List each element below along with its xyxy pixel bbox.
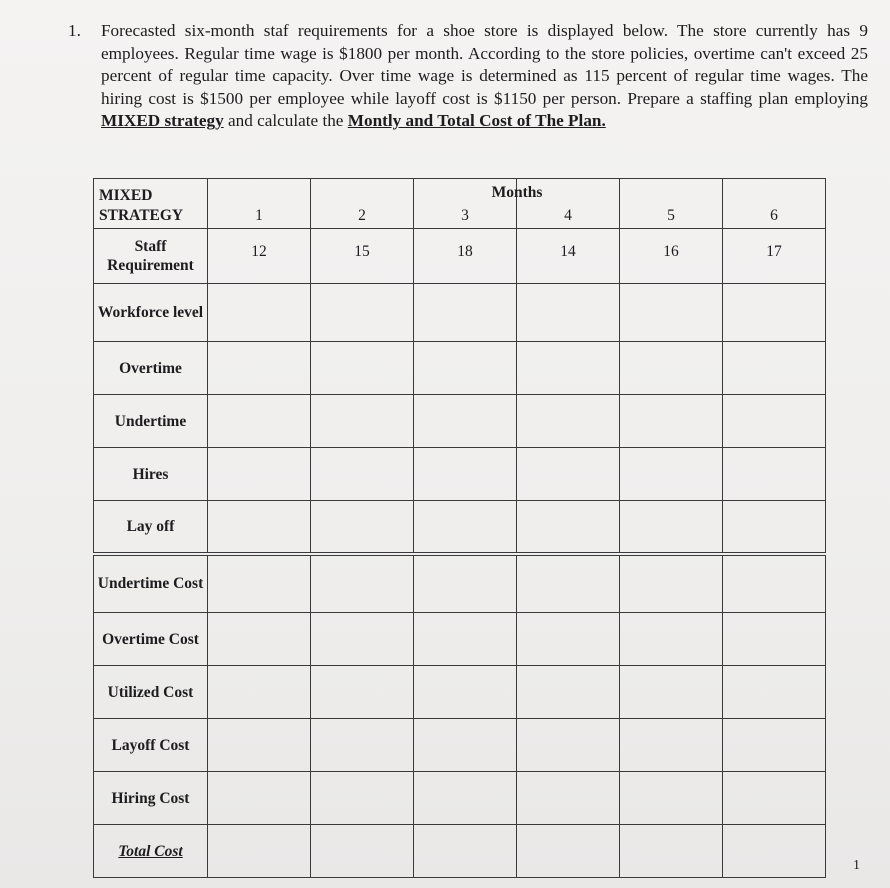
staff-req-cell: 12: [208, 229, 311, 284]
entry-cell[interactable]: [414, 613, 517, 666]
entry-cell[interactable]: [208, 666, 311, 719]
entry-cell[interactable]: [414, 284, 517, 342]
entry-cell[interactable]: [723, 613, 826, 666]
entry-cell[interactable]: [723, 395, 826, 448]
entry-cell[interactable]: [311, 666, 414, 719]
question-text-part2: and calculate the: [223, 111, 348, 130]
month-header-3: 3: [414, 179, 517, 229]
entry-cell[interactable]: [414, 719, 517, 772]
entry-cell[interactable]: [208, 501, 311, 554]
month-header-6: 6: [723, 179, 826, 229]
entry-cell[interactable]: [311, 448, 414, 501]
entry-cell[interactable]: [517, 613, 620, 666]
staff-requirement-label: Staff Requirement: [94, 229, 208, 284]
utilized-cost-row: [94, 666, 826, 719]
entry-cell[interactable]: [723, 448, 826, 501]
question-number: 1.: [68, 21, 81, 40]
strategy-label: MIXED STRATEGY: [94, 179, 208, 229]
monthly-total-cost-emphasis: Montly and Total Cost of The Plan.: [347, 111, 606, 130]
utilized-cost-label: Utilized Cost: [94, 666, 208, 719]
entry-cell[interactable]: [620, 284, 723, 342]
hires-label: Hires: [94, 448, 208, 501]
undertime-row: [94, 395, 826, 448]
entry-cell[interactable]: [723, 825, 826, 878]
total-cost-row: [94, 825, 826, 878]
mixed-strategy-emphasis: MIXED strategy: [101, 111, 224, 130]
staffing-plan-table-wrapper: [93, 178, 826, 878]
entry-cell[interactable]: [414, 342, 517, 395]
question-text: [101, 20, 868, 133]
hiring-cost-row: [94, 772, 826, 825]
entry-cell[interactable]: [208, 342, 311, 395]
staff-req-cell: 14: [517, 229, 620, 284]
entry-cell[interactable]: [620, 666, 723, 719]
entry-cell[interactable]: [311, 772, 414, 825]
staffing-plan-table: [93, 178, 826, 878]
entry-cell[interactable]: [311, 284, 414, 342]
entry-cell[interactable]: [620, 448, 723, 501]
entry-cell[interactable]: [517, 666, 620, 719]
entry-cell[interactable]: [414, 448, 517, 501]
entry-cell[interactable]: [208, 448, 311, 501]
layoff-row: [94, 501, 826, 554]
entry-cell[interactable]: [723, 501, 826, 554]
entry-cell[interactable]: [208, 772, 311, 825]
total-cost-label: Total Cost: [118, 842, 183, 860]
layoff-label: Lay off: [94, 501, 208, 554]
question-text-part1: Forecasted six-month staf requirements for a shoe store is displayed below. The store currently has 9 employees. Regular time wage is $1800 per month. According to the store policies, overtime can't exceed 25 percent of regular time capacity. Over time wage is determined as 115 percent of regular time wages. The hiring cost is $1500 per employee while layoff cost is $1150 per person. Prepare a staffing plan employing: [101, 21, 868, 108]
entry-cell[interactable]: [311, 554, 414, 613]
entry-cell[interactable]: [517, 554, 620, 613]
entry-cell[interactable]: [517, 448, 620, 501]
entry-cell[interactable]: [311, 501, 414, 554]
month-header-1: 1: [208, 179, 311, 229]
overtime-row: [94, 342, 826, 395]
header-row: [94, 179, 826, 229]
entry-cell[interactable]: [723, 342, 826, 395]
entry-cell[interactable]: [723, 554, 826, 613]
undertime-cost-row: [94, 554, 826, 613]
staff-req-cell: 15: [311, 229, 414, 284]
entry-cell[interactable]: [517, 395, 620, 448]
entry-cell[interactable]: [208, 395, 311, 448]
entry-cell[interactable]: [723, 719, 826, 772]
entry-cell[interactable]: [620, 825, 723, 878]
entry-cell[interactable]: [311, 613, 414, 666]
entry-cell[interactable]: [517, 501, 620, 554]
entry-cell[interactable]: [517, 825, 620, 878]
month-header-2: 2: [311, 179, 414, 229]
entry-cell[interactable]: [723, 666, 826, 719]
entry-cell[interactable]: [517, 719, 620, 772]
hires-row: [94, 448, 826, 501]
staff-req-cell: 16: [620, 229, 723, 284]
layoff-cost-row: [94, 719, 826, 772]
entry-cell[interactable]: [620, 772, 723, 825]
staff-requirement-row: [94, 229, 826, 284]
entry-cell[interactable]: [208, 825, 311, 878]
hiring-cost-label: Hiring Cost: [94, 772, 208, 825]
entry-cell[interactable]: [414, 395, 517, 448]
entry-cell[interactable]: [517, 342, 620, 395]
entry-cell[interactable]: [620, 719, 723, 772]
page-number: 1: [853, 858, 860, 873]
total-cost-label-cell: [94, 825, 208, 878]
workforce-level-label: Workforce level: [94, 284, 208, 342]
entry-cell[interactable]: [311, 342, 414, 395]
entry-cell[interactable]: [311, 395, 414, 448]
month-header-4: Months 4: [517, 179, 620, 229]
entry-cell[interactable]: [620, 613, 723, 666]
overtime-cost-row: [94, 613, 826, 666]
entry-cell[interactable]: [311, 825, 414, 878]
layoff-cost-label: Layoff Cost: [94, 719, 208, 772]
question-block: [68, 20, 868, 133]
entry-cell[interactable]: [414, 666, 517, 719]
entry-cell[interactable]: [620, 342, 723, 395]
entry-cell[interactable]: [208, 284, 311, 342]
entry-cell[interactable]: [620, 501, 723, 554]
entry-cell[interactable]: [620, 554, 723, 613]
undertime-label: Undertime: [94, 395, 208, 448]
staff-req-cell: 17: [723, 229, 826, 284]
months-label: Months: [491, 184, 543, 201]
month-header-5: 5: [620, 179, 723, 229]
entry-cell[interactable]: [414, 825, 517, 878]
entry-cell[interactable]: [208, 554, 311, 613]
entry-cell[interactable]: [723, 772, 826, 825]
overtime-cost-label: Overtime Cost: [94, 613, 208, 666]
entry-cell[interactable]: [414, 772, 517, 825]
entry-cell[interactable]: [517, 772, 620, 825]
undertime-cost-label: Undertime Cost: [94, 554, 208, 613]
overtime-label: Overtime: [94, 342, 208, 395]
workforce-level-row: [94, 284, 826, 342]
entry-cell[interactable]: [414, 501, 517, 554]
entry-cell[interactable]: [517, 284, 620, 342]
entry-cell[interactable]: [208, 719, 311, 772]
entry-cell[interactable]: [208, 613, 311, 666]
entry-cell[interactable]: [620, 395, 723, 448]
entry-cell[interactable]: [311, 719, 414, 772]
entry-cell[interactable]: [414, 554, 517, 613]
staff-req-cell: 18: [414, 229, 517, 284]
entry-cell[interactable]: [723, 284, 826, 342]
